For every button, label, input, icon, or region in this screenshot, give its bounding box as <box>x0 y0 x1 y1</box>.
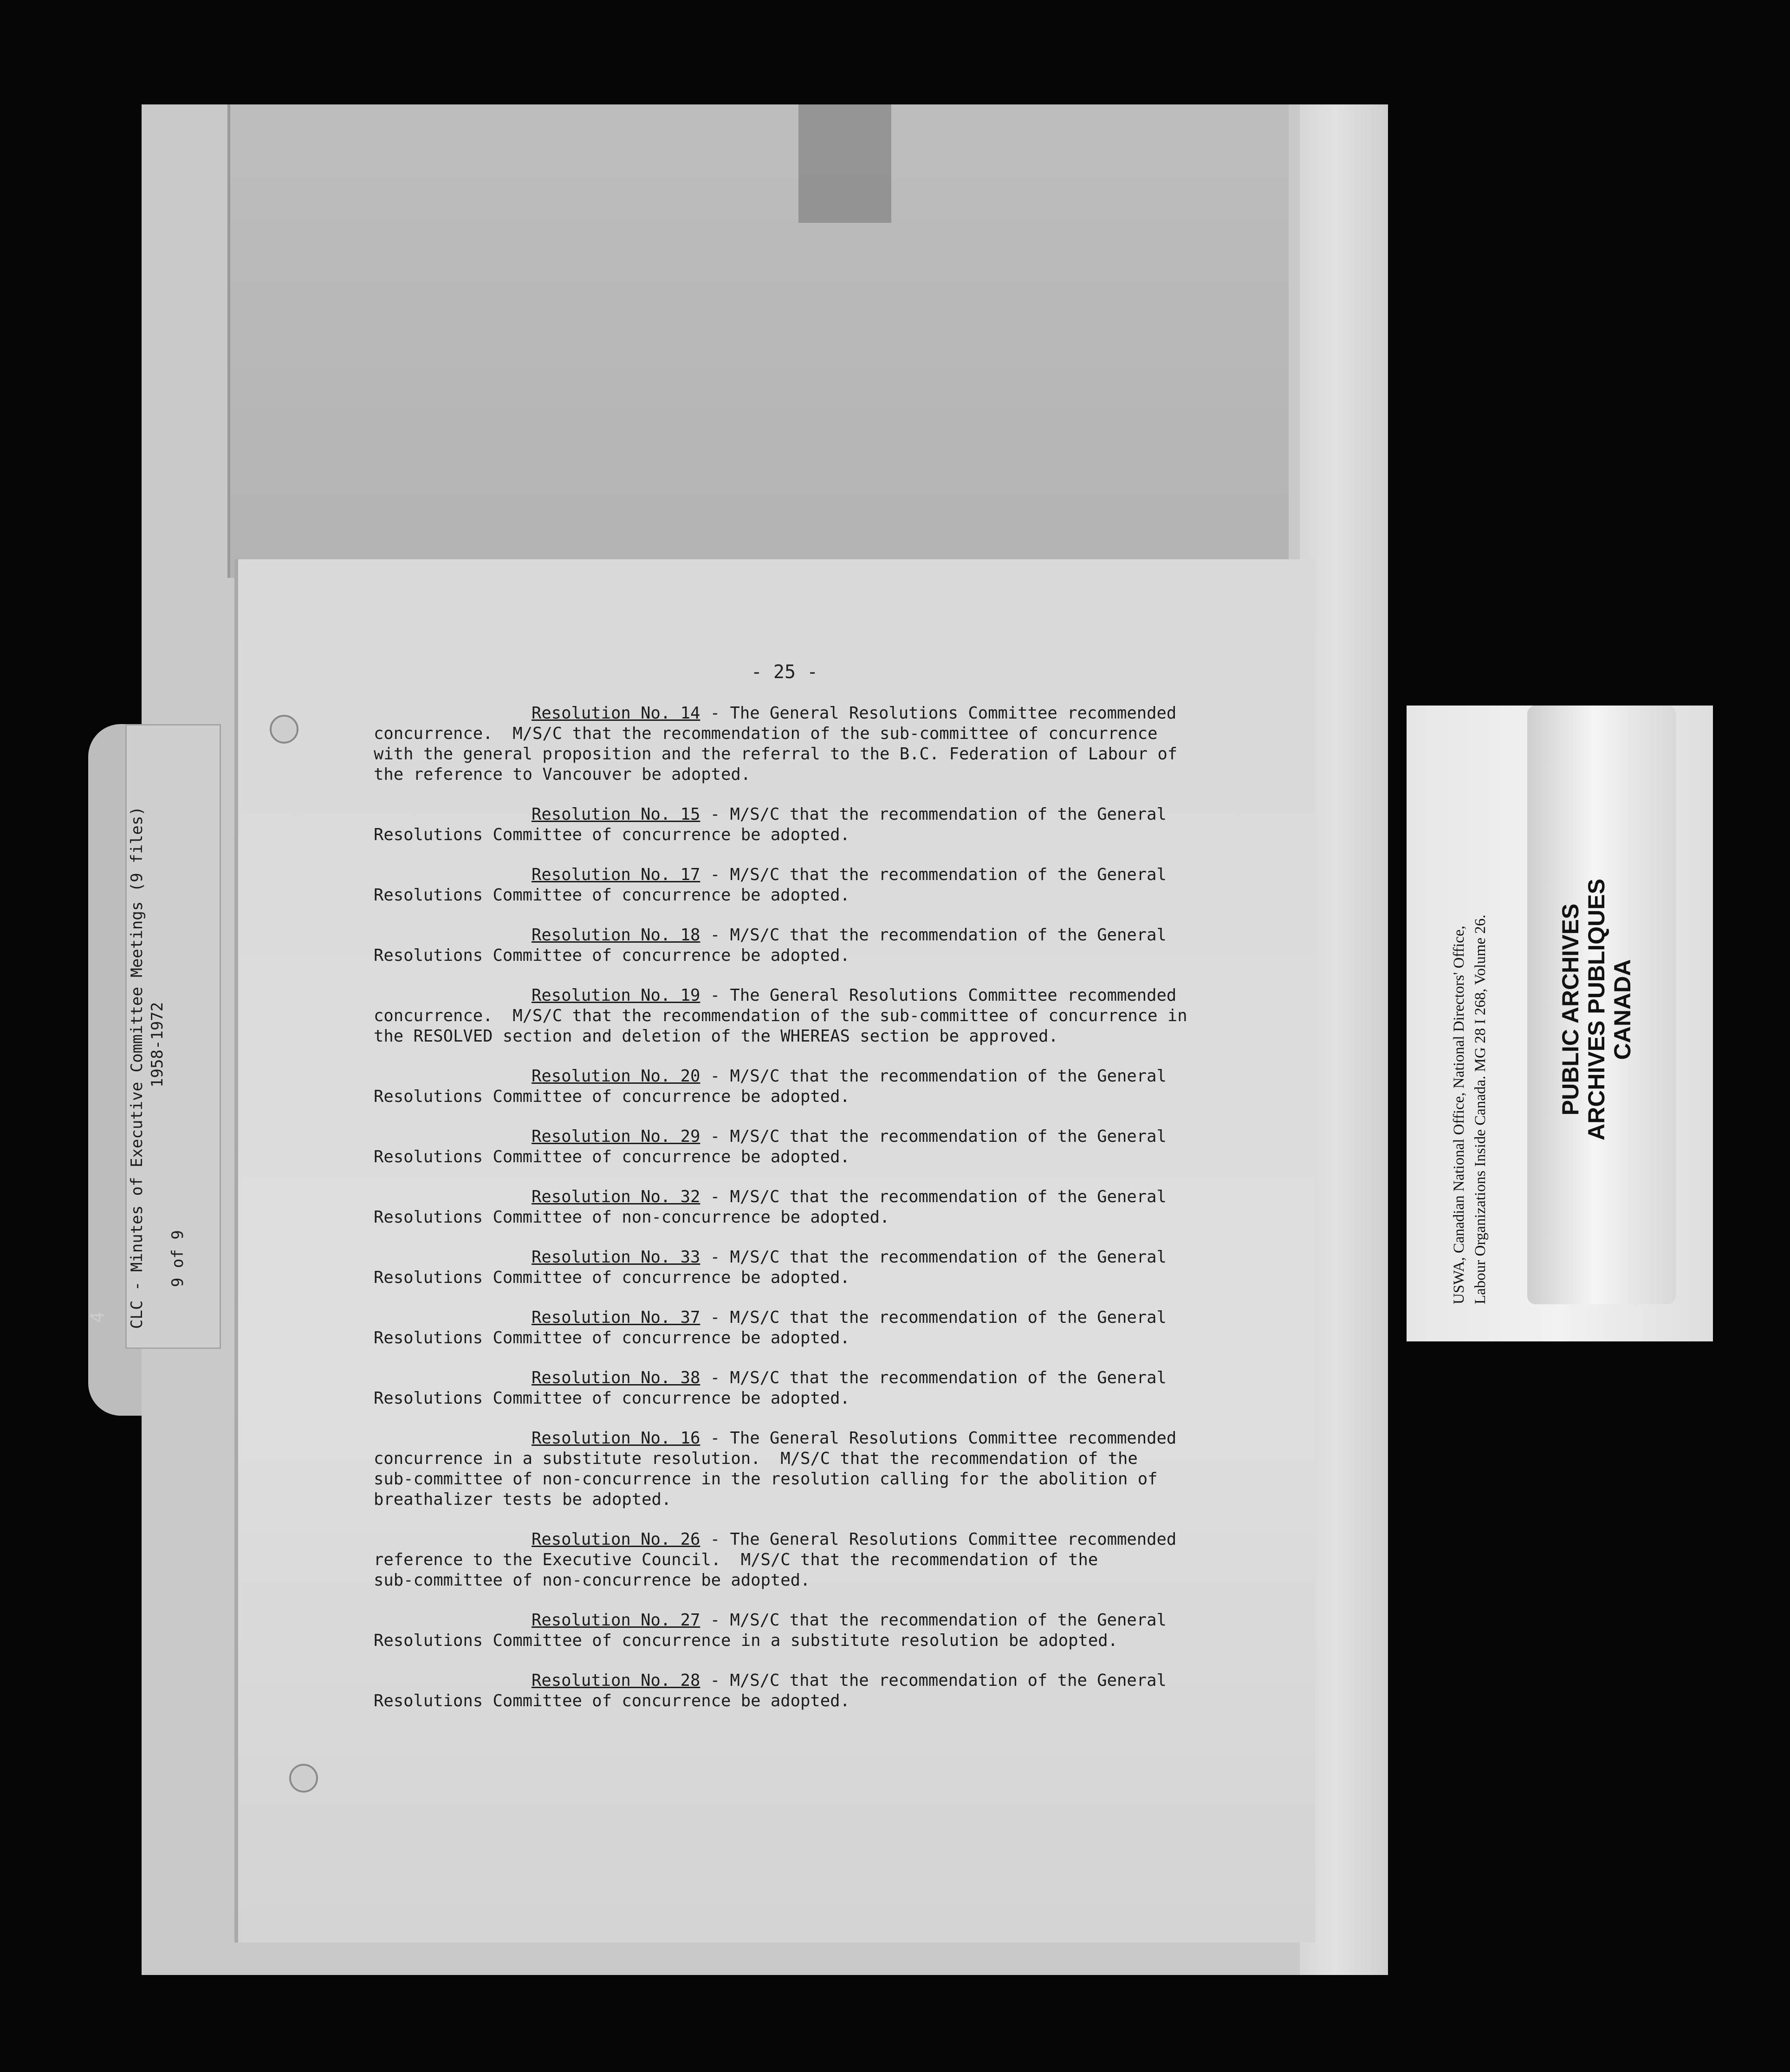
resolution-text-line: the reference to Vancouver be adopted. <box>374 765 751 784</box>
resolution-text-line: Resolutions Committee of concurrence be adopted. <box>374 1691 850 1710</box>
folder-tab-file-count: 9 of 9 <box>169 1230 187 1287</box>
resolution-text-line: with the general proposition and the referral to the B.C. Federation of Labour of <box>374 745 1178 764</box>
resolution-number: Resolution No. 33 <box>532 1248 700 1267</box>
resolution-first-line <box>374 804 1270 825</box>
tape-strip <box>798 104 891 223</box>
resolution-first-line <box>374 1368 1270 1388</box>
resolution-number: Resolution No. 32 <box>532 1187 700 1206</box>
page-number: - 25 - <box>751 661 818 683</box>
resolution-number: Resolution No. 38 <box>532 1368 700 1387</box>
resolution-first-line <box>374 1671 1270 1691</box>
resolution-text-line: Resolutions Committee of non-concurrence be adopted. <box>374 1208 890 1227</box>
folder-tab-title: CLC - Minutes of Executive Committee Meetings (9 files) <box>128 806 146 1329</box>
resolution-number: Resolution No. 37 <box>532 1308 700 1327</box>
resolution-item <box>374 1127 1270 1167</box>
resolution-first-line <box>374 1529 1270 1550</box>
resolution-text-line: Resolutions Committee of concurrence be adopted. <box>374 886 850 905</box>
resolution-text-line: the RESOLVED section and deletion of the WHEREAS section be approved. <box>374 1027 1058 1046</box>
resolution-text-line: sub-committee of non-concurrence be adopted. <box>374 1571 811 1590</box>
resolution-first-line <box>374 985 1270 1006</box>
resolution-first-line <box>374 1428 1270 1449</box>
resolution-text-line: concurrence. M/S/C that the recommendation of the sub-committee of concurrence in <box>374 1006 1187 1025</box>
resolution-item <box>374 925 1270 966</box>
resolution-text: - M/S/C that the recommendation of the General <box>710 865 1167 884</box>
resolution-first-line <box>374 1610 1270 1631</box>
resolution-item <box>374 1529 1270 1591</box>
resolution-first-line <box>374 1066 1270 1087</box>
resolution-text-line: concurrence in a substitute resolution. M/S/C that the recommendation of the <box>374 1449 1138 1468</box>
resolution-number: Resolution No. 19 <box>532 986 700 1005</box>
resolution-text-line: Resolutions Committee of concurrence be adopted. <box>374 1328 850 1347</box>
resolution-item <box>374 703 1270 785</box>
resolution-text: - M/S/C that the recommendation of the General <box>710 1067 1167 1086</box>
archive-stamp-line-1: PUBLIC ARCHIVES <box>1557 903 1583 1116</box>
resolution-text-line: sub-committee of non-concurrence in the resolution calling for the abolition of <box>374 1470 1158 1489</box>
resolution-first-line <box>374 865 1270 885</box>
resolution-first-line <box>374 925 1270 945</box>
resolution-text: - M/S/C that the recommendation of the General <box>710 1308 1167 1327</box>
archive-stamp <box>1557 768 1646 1251</box>
resolutions-list <box>374 703 1270 1731</box>
resolution-text: - M/S/C that the recommendation of the General <box>710 1368 1167 1387</box>
resolution-text-line: Resolutions Committee of concurrence be adopted. <box>374 1147 850 1166</box>
folder-tab-label-text <box>127 716 220 1329</box>
resolution-number: Resolution No. 27 <box>532 1611 700 1630</box>
archive-stamp-line-2: ARCHIVES PUBLIQUES <box>1583 879 1609 1140</box>
resolution-first-line <box>374 703 1270 724</box>
resolution-number: Resolution No. 15 <box>532 805 700 824</box>
punch-hole-bottom <box>289 1764 318 1793</box>
archive-stamp-strip <box>1527 706 1676 1304</box>
archive-stamp-line-3: CANADA <box>1609 959 1635 1060</box>
punch-hole-top <box>270 715 298 744</box>
resolution-text: - M/S/C that the recommendation of the General <box>710 1611 1167 1630</box>
resolution-first-line <box>374 1308 1270 1328</box>
resolution-first-line <box>374 1187 1270 1207</box>
resolution-first-line <box>374 1127 1270 1147</box>
resolution-number: Resolution No. 14 <box>532 704 700 723</box>
resolution-item <box>374 985 1270 1047</box>
resolution-text-line: Resolutions Committee of concurrence be adopted. <box>374 946 850 965</box>
resolution-text: - M/S/C that the recommendation of the General <box>710 1248 1167 1267</box>
resolution-text-line: Resolutions Committee of concurrence be adopted. <box>374 825 850 844</box>
resolution-text: - The General Resolutions Committee recommended <box>710 704 1177 723</box>
resolution-item <box>374 1187 1270 1228</box>
folder-tab-mark: 4 <box>87 1311 109 1323</box>
resolution-text-line: concurrence. M/S/C that the recommendation of the sub-committee of concurrence <box>374 724 1158 743</box>
resolution-item <box>374 1308 1270 1348</box>
resolution-number: Resolution No. 17 <box>532 865 700 884</box>
resolution-number: Resolution No. 26 <box>532 1530 700 1549</box>
resolution-text-line: Resolutions Committee of concurrence be adopted. <box>374 1268 850 1287</box>
resolution-text: - M/S/C that the recommendation of the General <box>710 1187 1167 1206</box>
resolution-item <box>374 1368 1270 1409</box>
resolution-number: Resolution No. 18 <box>532 926 700 945</box>
resolution-item <box>374 1428 1270 1510</box>
archive-citation <box>1448 715 1499 1304</box>
resolution-number: Resolution No. 20 <box>532 1067 700 1086</box>
resolution-number: Resolution No. 28 <box>532 1671 700 1690</box>
archive-citation-line-1: USWA, Canadian National Office, National Directors' Office, <box>1451 926 1467 1304</box>
resolution-text-line: Resolutions Committee of concurrence be adopted. <box>374 1087 850 1106</box>
resolution-text: - The General Resolutions Committee recommended <box>710 1429 1177 1448</box>
resolution-first-line <box>374 1247 1270 1268</box>
resolution-text: - The General Resolutions Committee recommended <box>710 986 1177 1005</box>
resolution-number: Resolution No. 16 <box>532 1429 700 1448</box>
folder-tab-label <box>125 724 221 1349</box>
folder-tab-years: 1958-1972 <box>148 1002 167 1088</box>
back-sheet <box>227 104 1289 578</box>
resolution-item <box>374 865 1270 906</box>
resolution-text-line: Resolutions Committee of concurrence in a substitute resolution be adopted. <box>374 1631 1118 1650</box>
resolution-item <box>374 1066 1270 1107</box>
resolution-text: - M/S/C that the recommendation of the General <box>710 926 1167 945</box>
resolution-text-line: Resolutions Committee of concurrence be adopted. <box>374 1389 850 1408</box>
resolution-text: - M/S/C that the recommendation of the General <box>710 1127 1167 1146</box>
resolution-text-line: breathalizer tests be adopted. <box>374 1490 672 1509</box>
resolution-text-line: reference to the Executive Council. M/S/C that the recommendation of the <box>374 1550 1098 1569</box>
resolution-text: - The General Resolutions Committee recommended <box>710 1530 1177 1549</box>
resolution-text: - M/S/C that the recommendation of the General <box>710 1671 1167 1690</box>
resolution-number: Resolution No. 29 <box>532 1127 700 1146</box>
resolution-text: - M/S/C that the recommendation of the General <box>710 805 1167 824</box>
resolution-item <box>374 804 1270 845</box>
archive-citation-line-2: Labour Organizations Inside Canada. MG 28 I 268, Volume 26. <box>1472 914 1489 1304</box>
resolution-item <box>374 1671 1270 1711</box>
resolution-item <box>374 1247 1270 1288</box>
resolution-item <box>374 1610 1270 1651</box>
